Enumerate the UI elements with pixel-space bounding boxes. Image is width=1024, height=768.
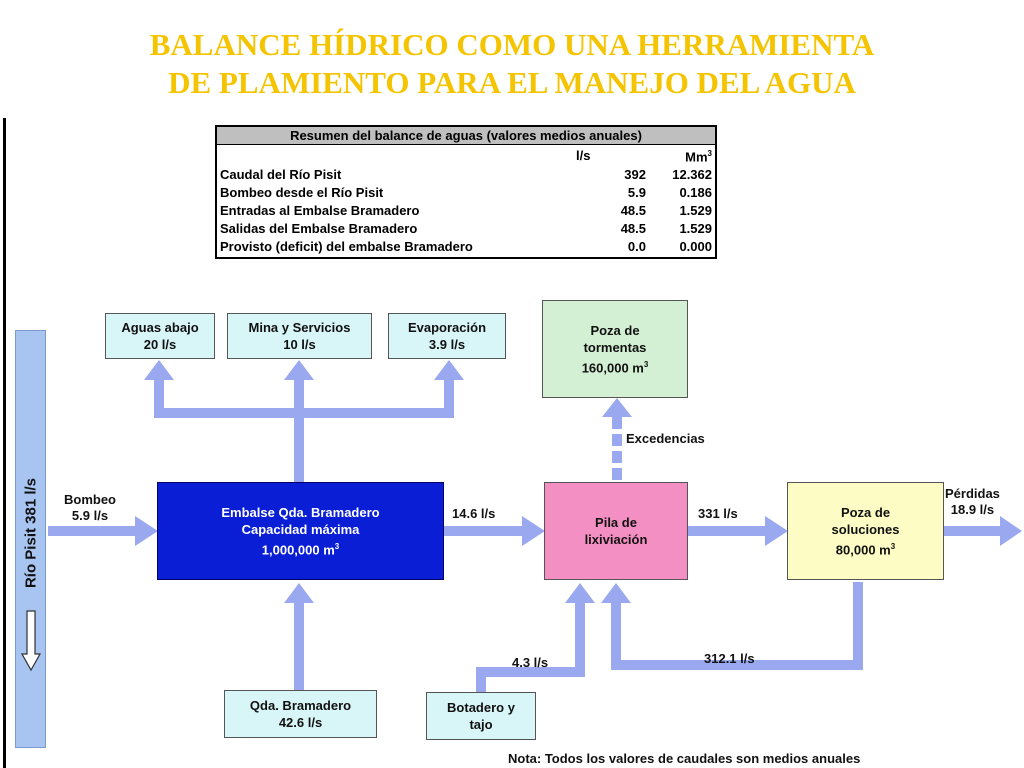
row-mm3: 1.529 xyxy=(679,203,712,219)
row-ls: 0.0 xyxy=(627,239,646,255)
title-line-2: DE PLAMIENTO PARA EL MANEJO DEL AGUA xyxy=(168,65,856,100)
dash-4 xyxy=(612,417,622,429)
box-mina-servicios: Mina y Servicios 10 l/s xyxy=(227,313,372,359)
row-mm3: 0.186 xyxy=(679,185,712,201)
arrow-aguas-abajo xyxy=(144,360,174,408)
label-pila-poza: 331 l/s xyxy=(698,506,738,521)
arrow-excedencias-head xyxy=(602,398,632,417)
down-arrow-icon xyxy=(21,610,41,672)
connector-embalse-up xyxy=(294,408,304,482)
row-ls: 48.5 xyxy=(620,221,646,237)
col-mm3-header: Mm$^3$ xyxy=(685,149,712,165)
col-ls-header: l/s xyxy=(576,147,591,163)
row-label: Provisto (deficit) del embalse Bramadero xyxy=(220,239,473,255)
label-botadero-flow: 4.3 l/s xyxy=(512,655,549,670)
label-perdidas: Pérdidas 18.9 l/s xyxy=(945,486,1000,517)
row-ls: 5.9 xyxy=(627,185,646,201)
label-embalse-pila: 14.6 l/s xyxy=(452,506,496,521)
footnote: Nota: Todos los valores de caudales son medios anuales xyxy=(508,751,861,766)
arrow-evaporacion xyxy=(434,360,464,408)
summary-header: Resumen del balance de aguas (valores medios anuales) xyxy=(217,127,715,145)
label-bombeo: Bombeo 5.9 l/s xyxy=(64,492,116,523)
label-excedencias: Excedencias xyxy=(626,431,705,446)
box-pila-lixiviacion: Pila de lixiviación xyxy=(544,482,688,580)
box-embalse: Embalse Qda. Bramadero Capacidad máxima 1,000,000 $m^3$ xyxy=(157,482,444,580)
dash-2 xyxy=(612,451,622,463)
title-line-1: BALANCE HÍDRICO COMO UNA HERRAMIENTA xyxy=(149,27,875,62)
row-ls: 48.5 xyxy=(620,203,646,219)
box-poza-tormentas: Poza de tormentas 160,000 $m^3$ xyxy=(542,300,688,398)
box-poza-soluciones: Poza de soluciones 80,000 $m^3$ xyxy=(787,482,944,580)
row-label: Caudal del Río Pisit xyxy=(220,167,342,183)
row-ls: 392 xyxy=(624,167,646,183)
arrow-mina xyxy=(284,360,314,408)
row-mm3: 12.362 xyxy=(672,167,712,183)
row-mm3: 0.000 xyxy=(679,239,712,255)
box-qda-bramadero: Qda. Bramadero 42.6 l/s xyxy=(224,690,377,738)
box-evaporacion: Evaporación 3.9 l/s xyxy=(388,313,506,359)
row-label: Entradas al Embalse Bramadero xyxy=(220,203,420,219)
label-recirculacion: 312.1 l/s xyxy=(704,651,755,666)
row-label: Salidas del Embalse Bramadero xyxy=(220,221,418,237)
arrow-botadero xyxy=(476,583,595,692)
river-label: Río Pisit 381 l/s xyxy=(22,477,40,589)
row-mm3: 1.529 xyxy=(679,221,712,237)
dash-3 xyxy=(612,434,622,446)
arrow-qda-bramadero xyxy=(284,583,314,690)
arrow-perdidas xyxy=(944,516,1022,546)
connector-outputs-bar xyxy=(154,408,454,418)
box-botadero-tajo: Botadero y tajo xyxy=(426,692,536,740)
dash-1 xyxy=(612,468,622,480)
box-aguas-abajo: Aguas abajo 20 l/s xyxy=(105,313,215,359)
row-label: Bombeo desde el Río Pisit xyxy=(220,185,384,201)
